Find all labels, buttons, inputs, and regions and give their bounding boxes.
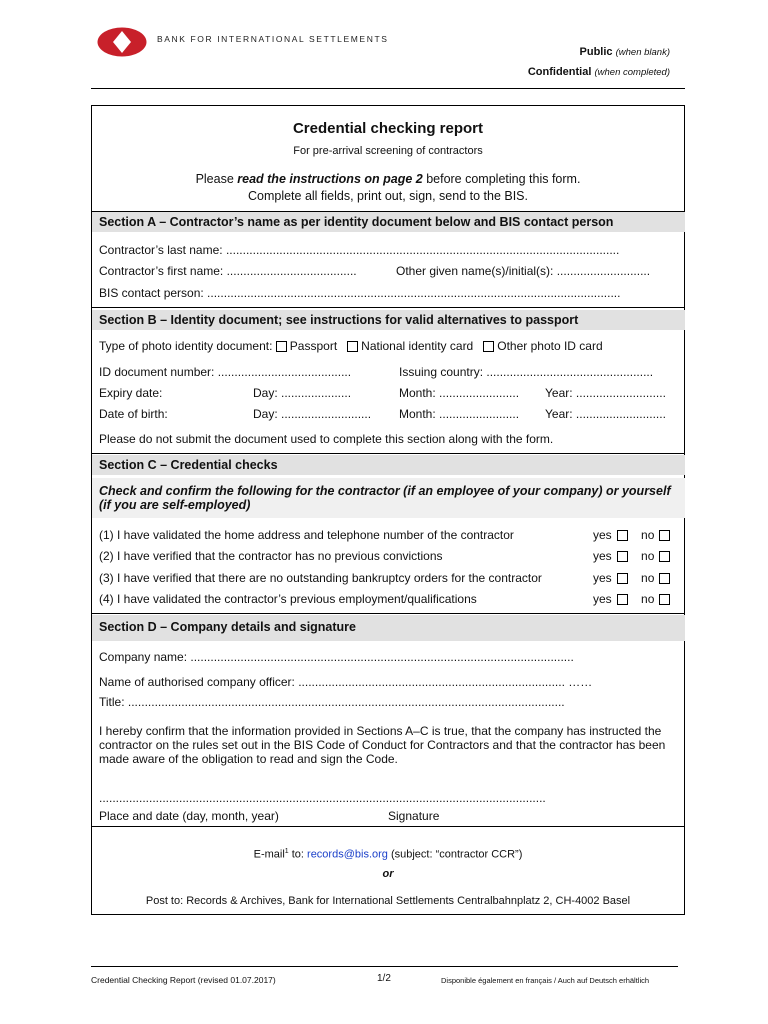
bank-name: BANK FOR INTERNATIONAL SETTLEMENTS [157,34,389,44]
form-instructions-2: Complete all fields, print out, sign, send to the BIS. [247,189,528,203]
id-number-field[interactable]: ID document number: ........................................ [99,365,352,379]
check-yes-no: yes no [593,571,670,585]
bis-contact-field[interactable]: BIS contact person: ............................................................................................................................ [99,286,621,300]
place-date-label: Place and date (day, month, year) [99,809,279,823]
email-line: E-mail$^1$ to: records@bis.org (subject: “contractor CCR”) [253,848,523,861]
section-a-header: Section A – Contractor’s name as per identity document below and BIS contact person [92,212,685,232]
check-item: (1) I have validated the home address and telephone number of the contractor [99,528,514,542]
post-address: Post to: Records & Archives, Bank for International Settlements Centralbahnplatz 2, CH-4002 Basel [145,895,631,907]
form-instructions: Please read the instructions on page 2 before completing this form. [195,172,581,186]
passport-checkbox[interactable] [276,341,287,352]
expiry-day-field[interactable]: Day: ..................... [253,386,352,400]
national-id-checkbox[interactable] [347,341,358,352]
no-checkbox[interactable] [659,594,670,605]
section-c-intro: Check and confirm the following for the contractor (if an employee of your company) or yourself (if you are self-employed) [92,478,685,518]
yes-checkbox[interactable] [617,530,628,541]
check-item: (4) I have validated the contractor’s previous employment/qualifications [99,592,477,606]
expiry-month-field[interactable]: Month: ........................ [399,386,520,400]
check-yes-no: yes no [593,592,670,606]
section-d-header: Section D – Company details and signature [92,615,685,641]
form-title: Credential checking report [292,120,484,137]
last-name-field[interactable]: Contractor’s last name: ...................................................................................................................... [99,243,620,257]
signature-label: Signature [388,809,440,823]
bis-logo [97,27,147,57]
expiry-year-field[interactable]: Year: ........................... [545,386,666,400]
signature-line[interactable]: ...................................................................................................................................... [99,791,546,805]
or-label: or [382,868,394,880]
footer-rule [91,966,678,967]
header-rule [91,88,685,89]
first-name-field[interactable]: Contractor’s first name: ....................................... [99,264,357,278]
issuing-country-field[interactable]: Issuing country: .................................................. [399,365,654,379]
other-names-field[interactable]: Other given name(s)/initial(s): ............................ [396,264,651,278]
title-field[interactable]: Title: ................................................................................................................................... [99,695,565,709]
expiry-label: Expiry date: [99,386,163,400]
yes-checkbox[interactable] [617,594,628,605]
company-name-field[interactable]: Company name: ................................................................................................................... [99,650,574,664]
email-link[interactable]: records@bis.org [307,848,388,861]
no-checkbox[interactable] [659,551,670,562]
section-b-note: Please do not submit the document used to complete this section along with the form. [99,432,554,446]
yes-checkbox[interactable] [617,573,628,584]
no-checkbox[interactable] [659,573,670,584]
footer-left: Credential Checking Report (revised 01.07.2017) [91,975,276,985]
section-b-header: Section B – Identity document; see instructions for valid alternatives to passport [92,310,685,330]
dob-day-field[interactable]: Day: ........................... [253,407,372,421]
form-subtitle: For pre-arrival screening of contractors [293,145,483,157]
divider [92,453,685,454]
classification-confidential: Confidential (when completed) [527,66,670,78]
divider [92,826,685,827]
check-item: (3) I have verified that there are no outstanding bankruptcy orders for the contractor [99,571,542,585]
doc-type-row: Type of photo identity document: Passport National identity card Other photo ID card [99,339,603,353]
divider [92,307,685,308]
yes-checkbox[interactable] [617,551,628,562]
check-yes-no: yes no [593,549,670,563]
footer-right: Disponible également en français / Auch auf Deutsch erhältlich [441,976,650,985]
dob-month-field[interactable]: Month: ........................ [399,407,520,421]
confirmation-text: I hereby confirm that the information provided in Sections A–C is true, that the company has instructed the contractor on the rules set out in the BIS Code of Conduct for Contractors and that the contractor has been made aware of the obligation to read and sign the Code. [99,724,666,766]
divider [92,613,685,614]
section-c-header: Section C – Credential checks [92,455,685,475]
dob-year-field[interactable]: Year: ........................... [545,407,666,421]
page-number: 1/2 [377,973,391,984]
officer-name-field[interactable]: Name of authorised company officer: ................................................................................ …… [99,675,593,689]
other-id-checkbox[interactable] [483,341,494,352]
classification-public: Public (when blank) [579,46,670,58]
check-yes-no: yes no [593,528,670,542]
check-item: (2) I have verified that the contractor has no previous convictions [99,549,443,563]
dob-label: Date of birth: [99,407,168,421]
no-checkbox[interactable] [659,530,670,541]
